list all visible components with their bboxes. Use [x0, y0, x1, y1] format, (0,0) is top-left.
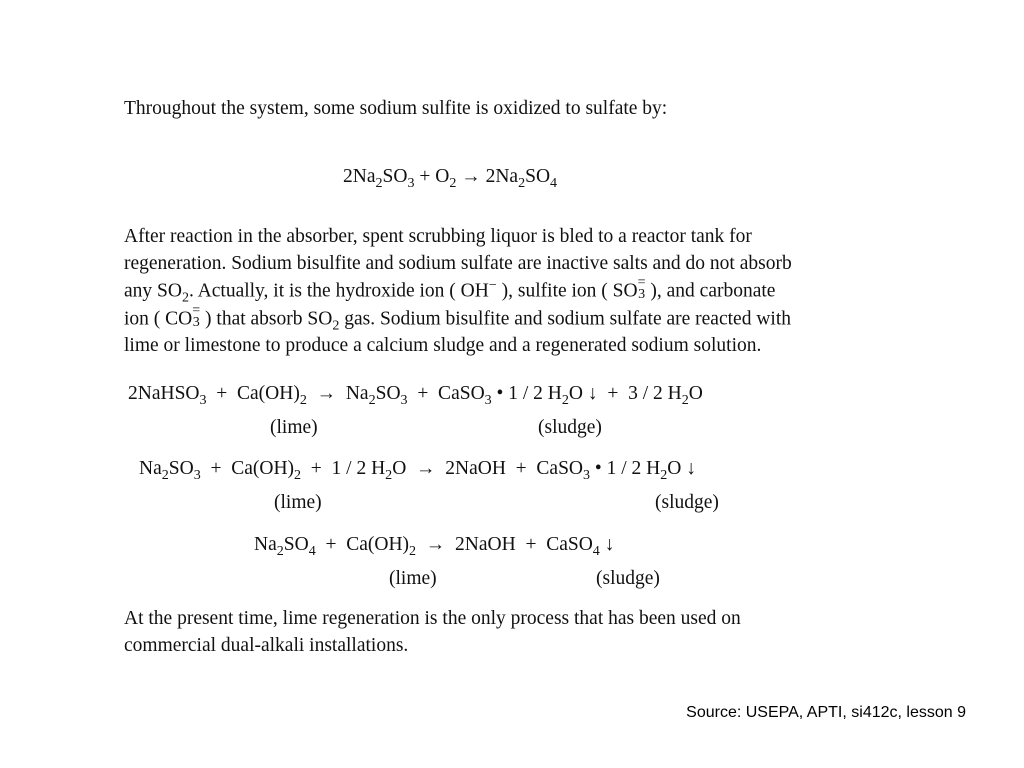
- paragraph-line: At the present time, lime regeneration is the only process that has been used on: [124, 608, 741, 629]
- sulfite-charge: = 3: [637, 274, 646, 302]
- carbonate-charge: = 3: [192, 302, 201, 330]
- paragraph-line: After reaction in the absorber, spent scrubbing liquor is bled to a reactor tank for: [124, 226, 752, 247]
- intro-line: Throughout the system, some sodium sulfite is oxidized to sulfate by:: [124, 98, 668, 119]
- lime-label: (lime): [389, 568, 437, 589]
- lime-label: (lime): [274, 492, 322, 513]
- source-citation: Source: USEPA, APTI, si412c, lesson 9: [686, 704, 966, 721]
- intro-text: [124, 96, 914, 123]
- sludge-label: (sludge): [655, 492, 719, 513]
- sludge-label: (sludge): [596, 568, 660, 589]
- paragraph-line: any $SO_2$. Actually, it is the hydroxide ion ( OH− ), sulfite ion ( SO = 3 ), and carbonate: [124, 274, 776, 306]
- conclusion-paragraph: [124, 606, 914, 659]
- absorber-paragraph: [124, 224, 914, 360]
- sulfite-regeneration-equation: $Na_2SO_3 + Ca(OH)_2 + 1 / 2$ $H_2O$ → 2NaOH + CaSO$_3$ • 1 / 2 $H_2O$ ↓: [139, 458, 696, 483]
- paragraph-line: lime or limestone to produce a calcium sludge and a regenerated sodium solution.: [124, 335, 762, 357]
- bisulfite-regeneration-equation: 2NaHSO$_3$ + $Ca(OH)_2 \to Na_2SO_3$ + CaSO$_3$ • 1 / 2 $H_2O$ ↓ + 3 / 2 $H_2O$: [128, 383, 703, 408]
- paragraph-line: commercial dual-alkali installations.: [124, 634, 409, 656]
- paragraph-line: ion ( CO = 3 ) that absorb $SO_2$ gas. Sodium bisulfite and sodium sulfate are reacted with: [124, 302, 791, 334]
- sulfate-regeneration-equation: $Na_2SO_4 + Ca(OH)_2$ → 2NaOH + CaSO$_4$ ↓: [254, 534, 615, 559]
- oxidation-equation: $2Na_2SO_3 + O_2 \to 2Na_2SO_4$: [343, 166, 558, 191]
- sludge-label: (sludge): [538, 417, 602, 438]
- paragraph-line: regeneration. Sodium bisulfite and sodium sulfate are inactive salts and do not absorb: [124, 252, 792, 274]
- lime-label: (lime): [270, 417, 318, 438]
